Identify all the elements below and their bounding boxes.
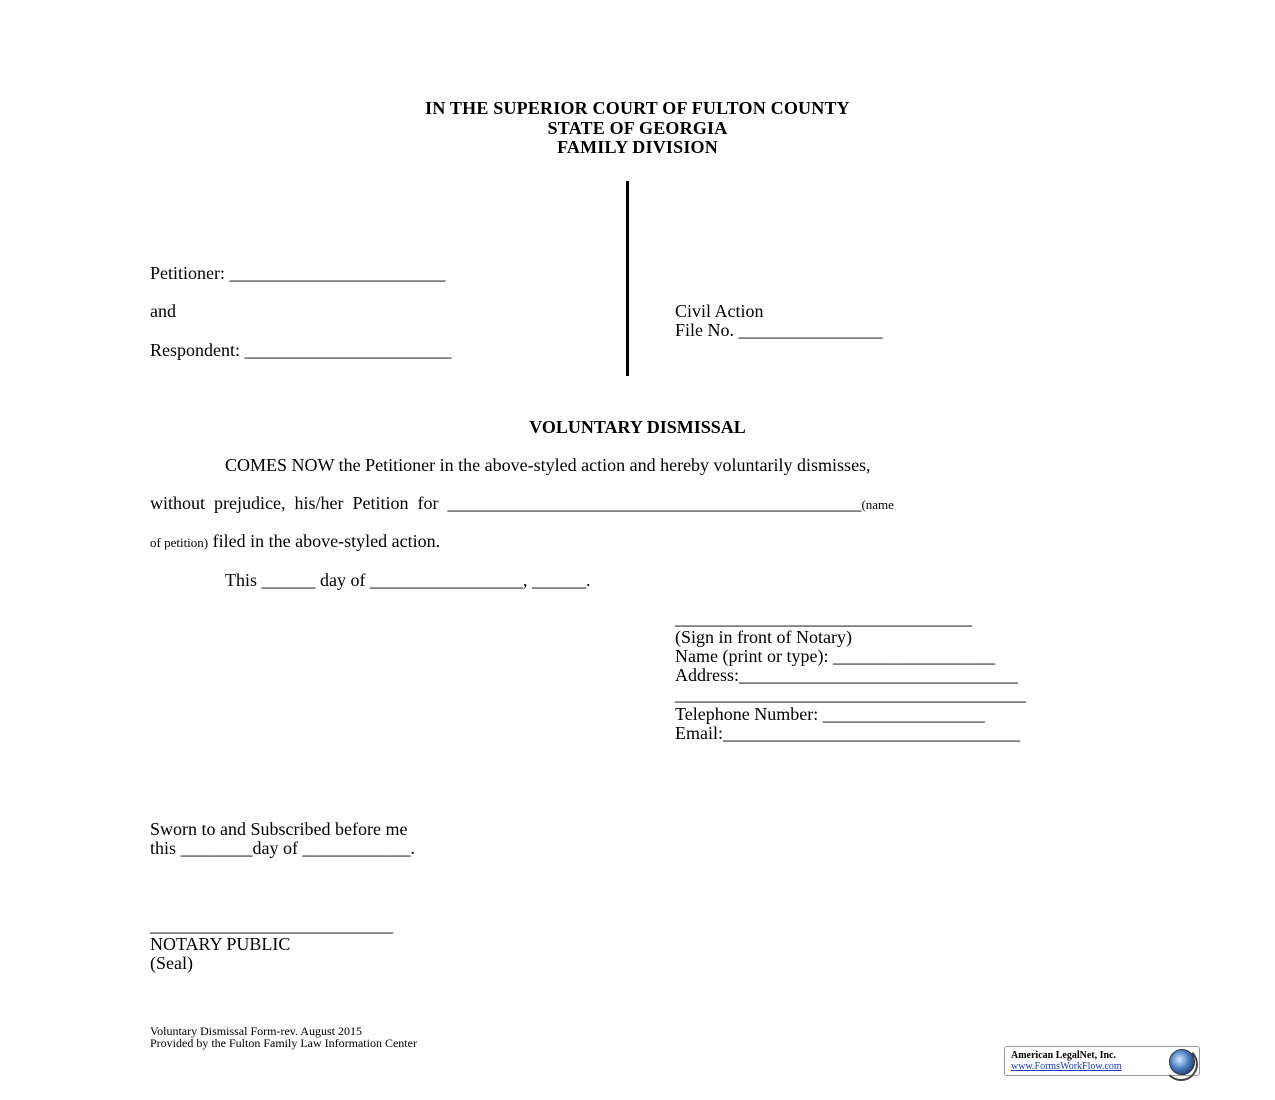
logo-company-name: American LegalNet, Inc.: [1011, 1050, 1116, 1061]
address-field-line2[interactable]: _______________________________________: [675, 684, 1026, 704]
file-number-field[interactable]: File No. ________________: [675, 320, 883, 340]
civil-action-label: Civil Action: [675, 301, 764, 321]
caption-divider: [626, 181, 629, 376]
respondent-field[interactable]: Respondent: _______________________: [150, 340, 452, 360]
body-paragraph-line2: [150, 494, 894, 514]
email-field[interactable]: Email:_________________________________: [675, 723, 1020, 743]
signature-line[interactable]: _________________________________: [675, 608, 972, 628]
court-header: [300, 99, 975, 158]
notary-signature-line[interactable]: ___________________________: [150, 915, 393, 935]
logo-website-link[interactable]: www.FormsWorkFlow.com: [1011, 1061, 1122, 1072]
sign-label: (Sign in front of Notary): [675, 627, 852, 647]
form-provider: Provided by the Fulton Family Law Information Center: [150, 1036, 417, 1050]
notary-public-label: NOTARY PUBLIC: [150, 934, 291, 954]
date-line[interactable]: This ______ day of _________________, ______.: [225, 570, 591, 590]
address-field[interactable]: Address:_______________________________: [675, 665, 1018, 685]
globe-icon: [1169, 1049, 1195, 1075]
body-paragraph-line3: [150, 532, 440, 552]
seal-label: (Seal): [150, 953, 193, 973]
telephone-field[interactable]: Telephone Number: __________________: [675, 704, 985, 724]
petition-name-field[interactable]: without prejudice, his/her Petition for ______________________________________________: [150, 493, 862, 513]
division-name: FAMILY DIVISION: [557, 137, 718, 157]
petitioner-field[interactable]: Petitioner: ________________________: [150, 263, 446, 283]
name-field[interactable]: Name (print or type): __________________: [675, 646, 995, 666]
body-paragraph-line3-text: filed in the above-styled action.: [208, 531, 441, 551]
court-name: IN THE SUPERIOR COURT OF FULTON COUNTY: [425, 98, 850, 118]
sworn-statement: Sworn to and Subscribed before me: [150, 819, 408, 839]
body-paragraph-line1: COMES NOW the Petitioner in the above-styled action and hereby voluntarily dismisses,: [225, 455, 871, 475]
petition-name-note-cont: of petition): [150, 535, 209, 550]
and-label: and: [150, 301, 176, 321]
legalnet-logo[interactable]: [1004, 1046, 1200, 1076]
petition-name-note: (name: [861, 497, 894, 512]
state-name: STATE OF GEORGIA: [547, 117, 728, 138]
form-revision: Voluntary Dismissal Form-rev. August 2015: [150, 1024, 362, 1038]
document-title: VOLUNTARY DISMISSAL: [529, 417, 746, 437]
notary-date-line[interactable]: this ________day of ____________.: [150, 838, 415, 858]
